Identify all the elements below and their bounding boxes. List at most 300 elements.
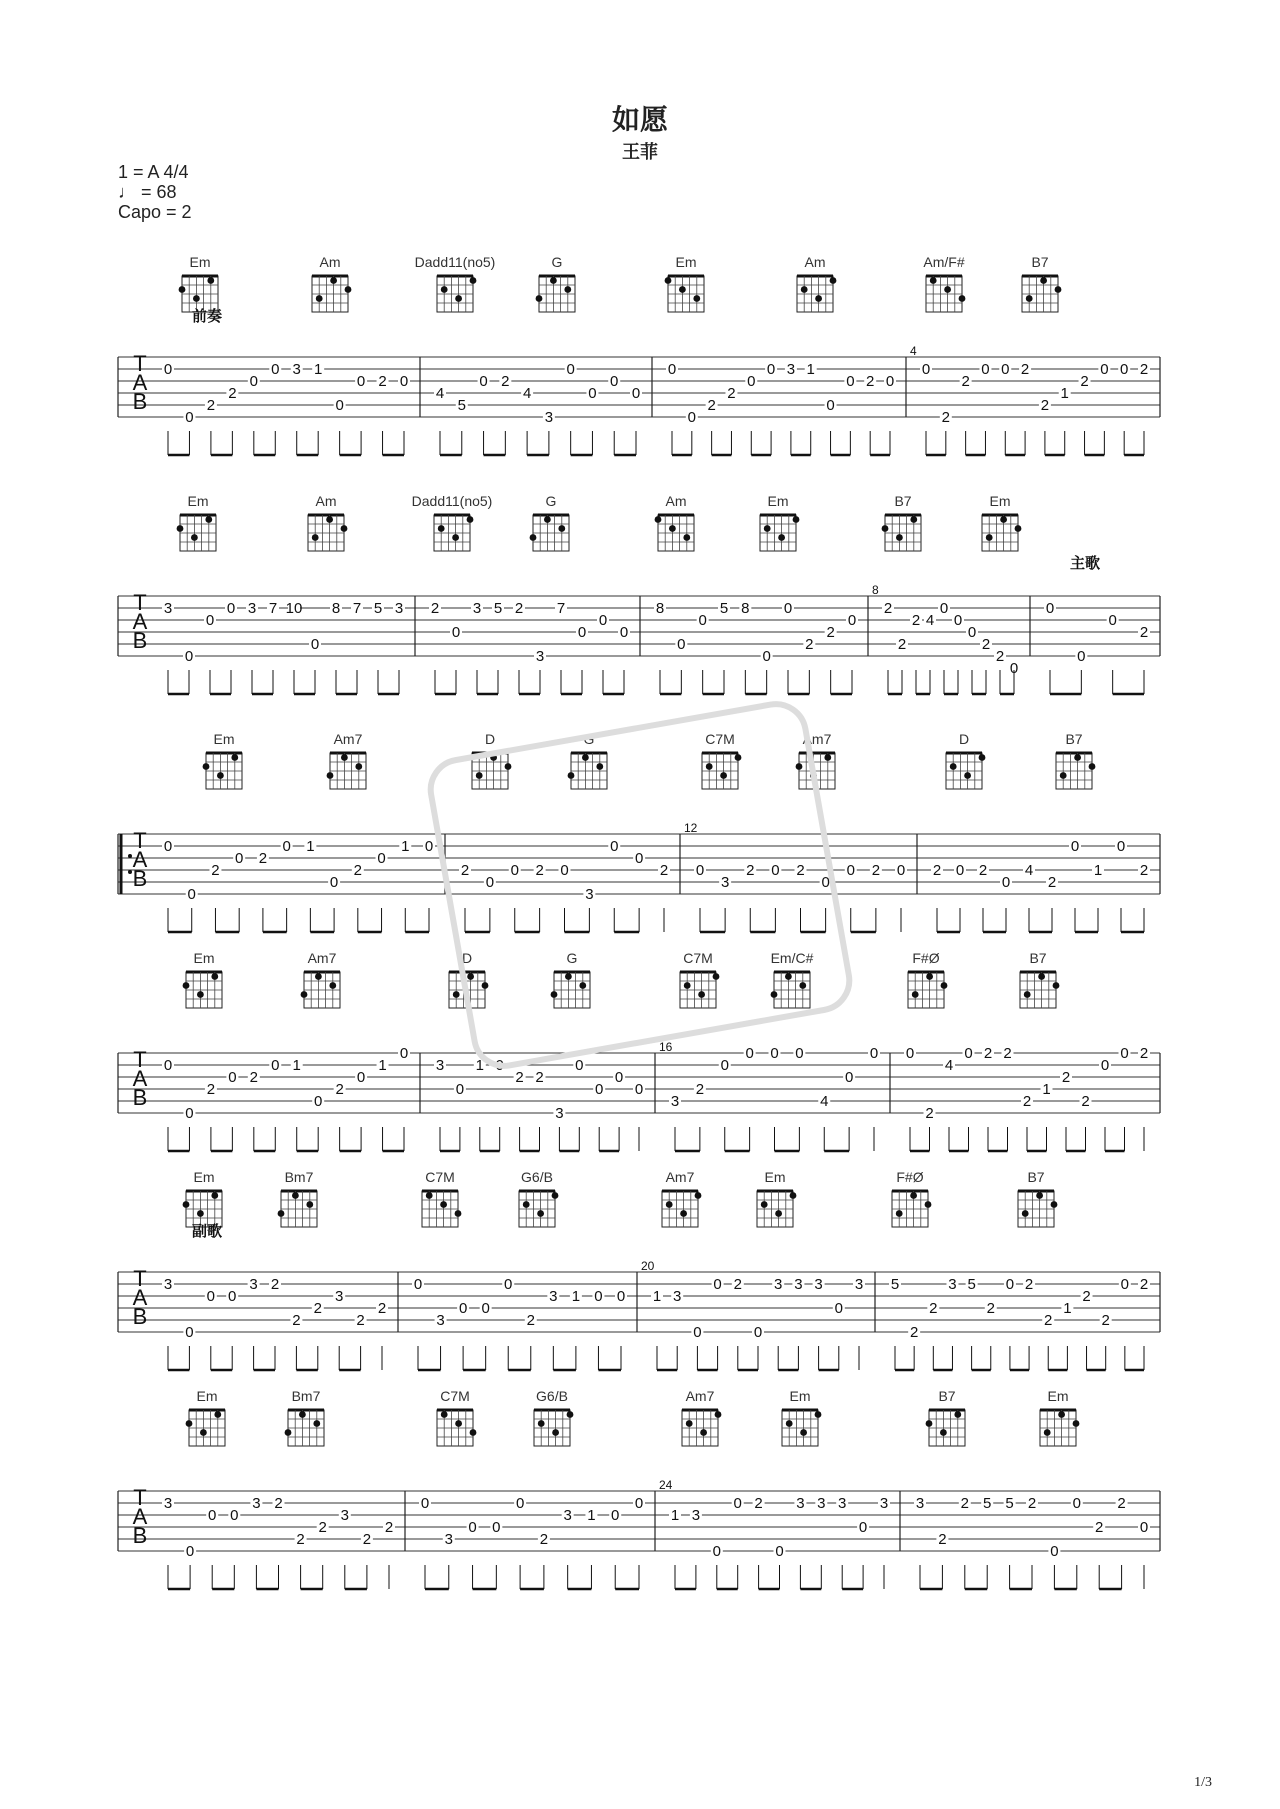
chord-name: F#Ø [912, 950, 940, 966]
fret-number: 3 [854, 1276, 864, 1293]
chord-name: B7 [1027, 1169, 1045, 1185]
fret-number: 3 [838, 1495, 847, 1512]
chord-finger-dot [177, 525, 184, 532]
chord-name: Am7 [685, 1388, 715, 1404]
chord-finger-dot [467, 516, 474, 523]
fret-number: 2 [986, 1300, 995, 1317]
fret-number: 0 [610, 838, 619, 855]
fret-number: 2 [1027, 1495, 1037, 1512]
fret-number: 3 [549, 1288, 558, 1305]
fret-number: 0 [826, 397, 835, 414]
fret-number: 0 [720, 1057, 729, 1074]
fret-number: 0 [614, 1069, 624, 1086]
chord-finger-dot [715, 1411, 722, 1418]
fret-number: 3 [394, 600, 404, 617]
fret-number: 3 [948, 1276, 957, 1293]
fret-number: 2 [938, 1531, 947, 1548]
chord-finger-dot [775, 1210, 782, 1217]
chord-finger-dot [824, 754, 831, 761]
fret-number: 0 [1077, 648, 1086, 665]
chord-finger-dot [1000, 516, 1007, 523]
chord-name: Em [764, 1169, 786, 1185]
fret-number: 0 [1001, 361, 1010, 378]
fret-number: 0 [282, 838, 291, 855]
fret-number: 3 [163, 1495, 173, 1512]
chord-finger-dot [1015, 525, 1022, 532]
fret-number: 0 [356, 1069, 366, 1086]
fret-number: 0 [712, 1543, 721, 1560]
chord-name: Em [193, 950, 215, 966]
chord-finger-dot [778, 534, 785, 541]
chord-name: Em [789, 1388, 811, 1404]
fret-number: 3 [796, 1495, 805, 1512]
fret-number: 1 [401, 838, 410, 855]
fret-number: 0 [771, 862, 780, 879]
fret-number: 0 [844, 1069, 854, 1086]
fret-number: 0 [185, 1105, 194, 1122]
tab-clef-letter: A [132, 1504, 148, 1529]
tab-clef-letter: A [132, 847, 148, 872]
chord-finger-dot [830, 277, 837, 284]
chord-finger-dot [771, 991, 778, 998]
chord-name: Em [187, 493, 209, 509]
chord-finger-dot [440, 1201, 447, 1208]
fret-number: 0 [495, 1057, 504, 1074]
fret-number: 0 [479, 373, 488, 390]
fret-number: 1 [1060, 385, 1069, 402]
fret-number: 0 [1120, 361, 1129, 378]
chord-finger-dot [278, 1210, 285, 1217]
fret-number: 2 [897, 636, 907, 653]
fret-number: 2 [526, 1312, 535, 1329]
fret-number: 0 [858, 1519, 868, 1536]
chord-name: Am [665, 493, 687, 509]
chord-name: B7 [1065, 731, 1083, 747]
fret-number: 2 [249, 1069, 258, 1086]
section-label: 副歌 [192, 1222, 223, 1240]
fret-number: 0 [1139, 1519, 1149, 1536]
chord-finger-dot [655, 516, 662, 523]
chord-finger-dot [579, 982, 586, 989]
fret-number: 2 [805, 636, 814, 653]
fret-number: 2 [1139, 1276, 1149, 1293]
fret-number: 3 [879, 1495, 889, 1512]
chord-finger-dot [680, 1210, 687, 1217]
fret-number: 2 [746, 862, 755, 879]
fret-number: 1 [314, 361, 323, 378]
tab-clef-letter: B [132, 1523, 148, 1548]
chord-name: Am7 [307, 950, 337, 966]
chord-finger-dot [203, 763, 210, 770]
chord-finger-dot [191, 534, 198, 541]
tab-clef-letter: A [132, 1066, 148, 1091]
fret-number: 7 [268, 600, 278, 617]
fret-number: 2 [1095, 1519, 1104, 1536]
chord-finger-dot [964, 772, 971, 779]
fret-number: 0 [184, 648, 194, 665]
chord-finger-dot [211, 1192, 218, 1199]
fret-number: 1 [1042, 1081, 1051, 1098]
fret-number: 1 [475, 1057, 484, 1074]
fret-number: 2 [925, 1105, 934, 1122]
chord-name: Am7 [665, 1169, 695, 1185]
tab-clef-letter: T [133, 351, 147, 376]
fret-number: 0 [492, 1519, 501, 1536]
chord-name: G [566, 950, 578, 966]
fret-number: 1 [378, 1057, 387, 1074]
fret-number: 0 [185, 409, 194, 426]
chord-name: Em [213, 731, 235, 747]
chord-finger-dot [217, 772, 224, 779]
chord-name: D [461, 950, 473, 966]
chord-finger-dot [301, 991, 308, 998]
chord-finger-dot [683, 534, 690, 541]
chord-finger-dot [940, 1429, 947, 1436]
chord-finger-dot [665, 277, 672, 284]
chord-finger-dot [306, 1201, 313, 1208]
chord-finger-dot [568, 772, 575, 779]
chord-name: Am7 [333, 731, 363, 747]
fret-number: 2 [378, 373, 387, 390]
fret-number: 0 [235, 850, 244, 867]
fret-number: 5 [1005, 1495, 1014, 1512]
fret-number: 8 [655, 600, 665, 617]
fret-number: 5 [890, 1276, 900, 1293]
fret-number: 0 [695, 862, 705, 879]
fret-number: 0 [921, 361, 931, 378]
chord-finger-dot [179, 286, 186, 293]
fret-number: 10 [285, 600, 303, 617]
bar-number: 24 [659, 1478, 673, 1492]
chord-finger-dot [793, 516, 800, 523]
fret-number: 2 [535, 1069, 544, 1086]
chord-finger-dot [326, 516, 333, 523]
chord-finger-dot [979, 754, 986, 761]
fret-number: 0 [1070, 838, 1080, 855]
fret-number: 2 [384, 1519, 394, 1536]
repeat-dot [128, 870, 132, 874]
chord-name: Em [189, 254, 211, 270]
fret-number: 0 [1005, 1276, 1015, 1293]
chord-name: Dadd11(no5) [414, 254, 496, 270]
fret-number: 2 [501, 373, 510, 390]
chord-finger-dot [1053, 982, 1060, 989]
fret-number: 0 [420, 1495, 430, 1512]
fret-number: 2 [1139, 1045, 1149, 1062]
chord-name: G6/B [521, 1169, 553, 1185]
fret-number: 3 [436, 1312, 445, 1329]
fret-number: 0 [775, 1543, 784, 1560]
chord-finger-dot [1058, 1411, 1065, 1418]
fret-number: 3 [247, 600, 257, 617]
fret-number: 2 [1117, 1495, 1126, 1512]
chord-finger-dot [197, 991, 204, 998]
fret-number: 0 [1100, 1057, 1110, 1074]
fret-number: 2 [335, 1081, 344, 1098]
fret-number: 0 [619, 624, 629, 641]
fret-number: 1 [1093, 862, 1103, 879]
chord-finger-dot [330, 277, 337, 284]
fret-number: 5 [719, 600, 729, 617]
chord-name: Em/C# [770, 950, 814, 966]
fret-number: 4 [925, 612, 935, 629]
chord-name: F#Ø [896, 1169, 924, 1185]
fret-number: 3 [915, 1495, 925, 1512]
chord-name: Dadd11(no5) [411, 493, 493, 509]
fret-number: 3 [340, 1507, 349, 1524]
chord-name: G6/B [536, 1388, 568, 1404]
fret-number: 2 [1044, 1312, 1053, 1329]
tab-clef-letter: A [132, 370, 148, 395]
fret-number: 0 [1072, 1495, 1081, 1512]
chord-finger-dot [315, 973, 322, 980]
fret-number: 4 [435, 385, 445, 402]
chord-finger-dot [926, 973, 933, 980]
chord-name: Am [315, 493, 337, 509]
fret-number: 2 [1040, 397, 1050, 414]
chord-finger-dot [530, 534, 537, 541]
chord-name: C7M [425, 1169, 455, 1185]
chord-finger-dot [596, 763, 603, 770]
fret-number: 2 [228, 385, 237, 402]
tab-clef-letter: B [132, 866, 148, 891]
fret-number: 2 [929, 1300, 938, 1317]
chord-finger-dot [552, 1429, 559, 1436]
fret-number: 2 [866, 373, 875, 390]
fret-number: 3 [292, 361, 301, 378]
chord-name: G [545, 493, 557, 509]
fret-number: 3 [335, 1288, 344, 1305]
fret-number: 0 [208, 1507, 217, 1524]
fret-number: 3 [544, 409, 554, 426]
fret-number: 2 [754, 1495, 763, 1512]
chord-finger-dot [1044, 1429, 1051, 1436]
fret-number: 0 [577, 624, 587, 641]
tab-clef-letter: B [132, 389, 148, 414]
chord-finger-dot [666, 1201, 673, 1208]
chord-finger-dot [341, 754, 348, 761]
chord-finger-dot [467, 973, 474, 980]
fret-number: 3 [435, 1057, 445, 1074]
fret-number: 2 [995, 648, 1005, 665]
chord-name: B7 [938, 1388, 956, 1404]
fret-number: 5 [373, 600, 383, 617]
chord-finger-dot [523, 1201, 530, 1208]
chord-finger-dot [200, 1429, 207, 1436]
chord-name: D [958, 731, 970, 747]
fret-number: 0 [226, 600, 236, 617]
fret-number: 0 [485, 874, 495, 891]
fret-number: 4 [820, 1093, 829, 1110]
fret-number: 2 [296, 1531, 305, 1548]
chord-name: Em [193, 1169, 215, 1185]
fret-number: 2 [941, 409, 950, 426]
fret-number: 0 [206, 1288, 215, 1305]
fret-number: 0 [677, 636, 686, 653]
fret-number: 2 [270, 1276, 280, 1293]
fret-number: 1 [587, 1507, 596, 1524]
chord-finger-dot [944, 286, 951, 293]
bar-number: 12 [684, 821, 698, 835]
fret-number: 2 [206, 1081, 216, 1098]
chord-finger-dot [1073, 1420, 1080, 1427]
fret-number: 0 [634, 1081, 644, 1098]
fret-number: 2 [911, 612, 921, 629]
fret-number: 0 [575, 1057, 584, 1074]
chord-finger-dot [313, 1420, 320, 1427]
fret-number: 3 [794, 1276, 803, 1293]
chord-finger-dot [912, 991, 919, 998]
fret-number: 2 [909, 1324, 919, 1341]
page-number: 1/3 [1194, 1775, 1212, 1790]
fret-number: 2 [983, 1045, 993, 1062]
fret-number: 0 [846, 862, 855, 879]
chord-finger-dot [700, 1429, 707, 1436]
chord-finger-dot [1038, 973, 1045, 980]
fret-number: 0 [228, 1288, 237, 1305]
fret-number: 5 [967, 1276, 976, 1293]
fret-number: 2 [932, 862, 942, 879]
fret-number: 0 [588, 385, 597, 402]
fret-number: 0 [795, 1045, 804, 1062]
chord-finger-dot [285, 1429, 292, 1436]
chord-name: G [551, 254, 563, 270]
fret-number: 2 [1082, 1288, 1091, 1305]
chord-finger-dot [441, 1411, 448, 1418]
fret-number: 2 [733, 1276, 742, 1293]
chord-finger-dot [790, 1192, 797, 1199]
fret-number: 2 [1024, 1276, 1034, 1293]
fret-number: 0 [616, 1288, 626, 1305]
chord-finger-dot [544, 516, 551, 523]
fret-number: 3 [535, 648, 545, 665]
fret-number: 2 [362, 1531, 372, 1548]
chord-finger-dot [799, 982, 806, 989]
chord-finger-dot [796, 763, 803, 770]
fret-number: 0 [733, 1495, 742, 1512]
chord-name: Em [675, 254, 697, 270]
section-label: 主歌 [1070, 554, 1101, 572]
fret-number: 0 [869, 1045, 879, 1062]
chord-name: C7M [705, 731, 735, 747]
chord-name: C7M [683, 950, 713, 966]
tab-clef-letter: T [133, 590, 147, 615]
fret-number: 0 [458, 1300, 468, 1317]
chord-finger-dot [720, 772, 727, 779]
fret-number: 0 [939, 600, 949, 617]
fret-number: 2 [292, 1312, 301, 1329]
fret-number: 0 [451, 624, 461, 641]
chord-finger-dot [785, 973, 792, 980]
fret-number: 2 [206, 397, 216, 414]
chord-finger-dot [910, 1192, 917, 1199]
chord-finger-dot [815, 1411, 822, 1418]
fret-number: 0 [424, 838, 434, 855]
fret-number: 0 [310, 636, 320, 653]
chord-finger-dot [355, 763, 362, 770]
capo-marking: Capo = 2 [118, 202, 192, 222]
fret-number: 1 [652, 1288, 662, 1305]
fret-number: 0 [847, 612, 857, 629]
chord-finger-dot [183, 982, 190, 989]
fret-number: 0 [1050, 1543, 1059, 1560]
fret-number: 0 [747, 373, 756, 390]
fret-number: 0 [271, 361, 280, 378]
fret-number: 2 [960, 1495, 969, 1512]
tab-clef-letter: T [133, 1266, 147, 1291]
bar-number: 4 [910, 344, 917, 358]
chord-finger-dot [197, 1210, 204, 1217]
fret-number: 2 [1139, 361, 1149, 378]
chord-finger-dot [470, 277, 477, 284]
fret-number: 2 [460, 862, 470, 879]
chord-finger-dot [1055, 286, 1062, 293]
song-artist: 王菲 [622, 142, 658, 163]
chord-name: Am [319, 254, 341, 270]
fret-number: 3 [249, 1276, 258, 1293]
chord-finger-dot [1060, 772, 1067, 779]
tab-clef-letter: B [132, 1085, 148, 1110]
fret-number: 8 [741, 600, 750, 617]
fret-number: 0 [611, 1507, 620, 1524]
fret-number: 0 [377, 850, 386, 867]
fret-number: 0 [762, 648, 771, 665]
fret-number: 3 [691, 1507, 701, 1524]
chord-finger-dot [925, 1201, 932, 1208]
chord-finger-dot [679, 286, 686, 293]
chord-finger-dot [1024, 991, 1031, 998]
chord-finger-dot [453, 991, 460, 998]
chord-finger-dot [959, 295, 966, 302]
chord-finger-dot [558, 525, 565, 532]
chord-finger-dot [292, 1192, 299, 1199]
fret-number: 0 [693, 1324, 702, 1341]
tab-clef-letter: B [132, 628, 148, 653]
fret-number: 0 [634, 1495, 644, 1512]
fret-number: 3 [814, 1276, 823, 1293]
fret-number: 2 [313, 1300, 322, 1317]
chord-finger-dot [205, 516, 212, 523]
fret-number: 0 [745, 1045, 754, 1062]
chord-finger-dot [1026, 295, 1033, 302]
chord-name: B7 [894, 493, 912, 509]
chord-finger-dot [552, 1192, 559, 1199]
fret-number: 2 [981, 636, 991, 653]
chord-name: Em [196, 1388, 218, 1404]
fret-number: 0 [598, 612, 608, 629]
fret-number: 1 [292, 1057, 301, 1074]
fret-number: 0 [187, 886, 196, 903]
fret-number: 0 [510, 862, 519, 879]
fret-number: 0 [667, 361, 677, 378]
fret-number: 0 [834, 1300, 843, 1317]
fret-number: 2 [695, 1081, 705, 1098]
fret-number: 3 [252, 1495, 261, 1512]
chord-name: G [583, 731, 595, 747]
fret-number: 0 [846, 373, 855, 390]
fret-number: 2 [961, 373, 970, 390]
fret-number: 0 [329, 874, 339, 891]
fret-number: 3 [472, 600, 482, 617]
fret-number: 0 [821, 874, 830, 891]
chord-finger-dot [183, 1201, 190, 1208]
chord-finger-dot [537, 1210, 544, 1217]
fret-number: 0 [468, 1519, 477, 1536]
tab-clef-letter: A [132, 609, 148, 634]
fret-number: 2 [659, 862, 669, 879]
fret-number: 7 [352, 600, 362, 617]
chord-finger-dot [669, 525, 676, 532]
